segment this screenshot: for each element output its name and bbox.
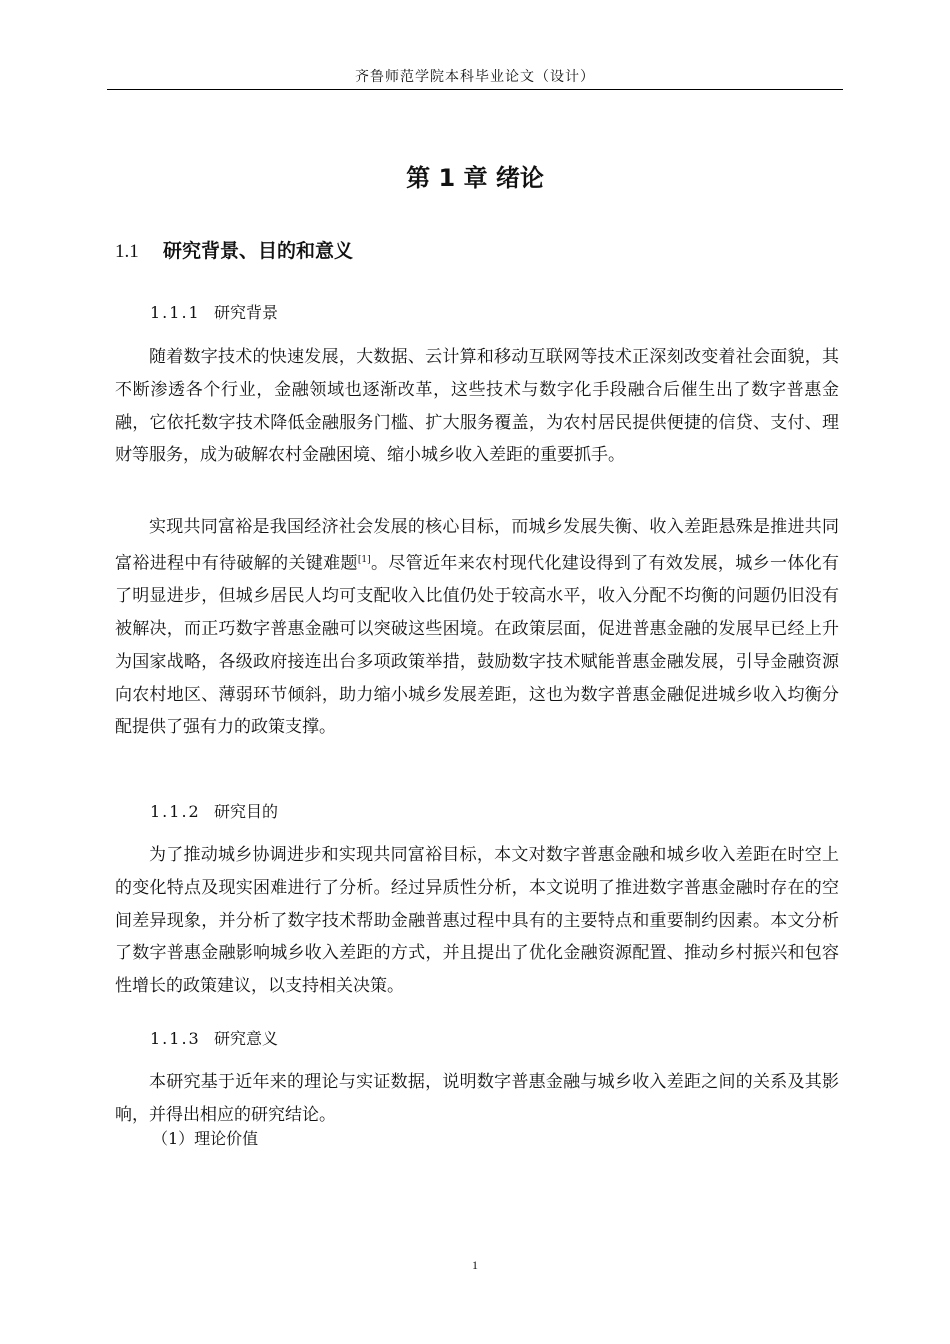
subsection-title: 研究背景 xyxy=(214,303,279,322)
subsection-heading-purpose xyxy=(150,799,278,822)
page-number: 1 xyxy=(472,1258,478,1272)
list-item-theoretical-value: （1）理论价值 xyxy=(152,1129,259,1148)
paragraph-significance: 本研究基于近年来的理论与实证数据，说明数字普惠金融与城乡收入差距之间的关系及其影响，并得出相应的研究结论。 xyxy=(115,1072,839,1125)
subsection-number: 1.1.2 xyxy=(150,802,201,821)
subsection-number: 1.1.3 xyxy=(150,1029,201,1048)
chapter-title: 第 1 章 绪论 xyxy=(406,164,544,192)
section-heading xyxy=(115,236,353,263)
section-title: 研究背景、目的和意义 xyxy=(163,240,354,262)
section-number: 1.1 xyxy=(115,241,139,262)
citation-marker: [1] xyxy=(357,554,371,565)
paragraph-text: 实现共同富裕是我国经济社会发展的核心目标，而城乡发展失衡、收入差距悬殊是推进共同富裕进程中有待破解的关键难题 xyxy=(115,517,839,574)
subsection-title: 研究意义 xyxy=(214,1029,279,1048)
subsection-heading-significance xyxy=(150,1026,278,1049)
subsection-heading-background xyxy=(150,300,278,323)
paragraph-text: 。尽管近年来农村现代化建设得到了有效发展，城乡一体化有了明显进步，但城乡居民人均可支配收入比值仍处于较高水平，收入分配不均衡的问题仍旧没有被解决，而正巧数字普惠金融可以突破这些困境。在政策层面，促进普惠金融的发展早已经上升为国家战略，各级政府接连出台多项政策举措，鼓励数字技术赋能普惠金融发展，引导金融资源向农村地区、薄弱环节倾斜，助力缩小城乡发展差距，这也为数字普惠金融促进城乡收入均衡分配提供了强有力的政策支撑。 xyxy=(115,553,840,738)
subsection-number: 1.1.1 xyxy=(150,303,201,322)
header-rule xyxy=(107,89,843,90)
paragraph-purpose: 为了推动城乡协调进步和实现共同富裕目标，本文对数字普惠金融和城乡收入差距在时空上的变化特点及现实困难进行了分析。经过异质性分析，本文说明了推进数字普惠金融时存在的空间差异现象，并分析了数字技术帮助金融普惠过程中具有的主要特点和重要制约因素。本文分析了数字普惠金融影响城乡收入差距的方式，并且提出了优化金融资源配置、推动乡村振兴和包容性增长的政策建议，以支持相关决策。 xyxy=(115,845,839,997)
paragraph-background: 随着数字技术的快速发展，大数据、云计算和移动互联网等技术正深刻改变着社会面貌，其不断渗透各个行业，金融领域也逐渐改革，这些技术与数字化手段融合后催生出了数字普惠金融，它依托数字技术降低金融服务门槛、扩大服务覆盖，为农村居民提供便捷的信贷、支付、理财等服务，成为破解农村金融困境、缩小城乡收入差距的重要抓手。 xyxy=(115,347,839,466)
paragraph-common-prosperity xyxy=(115,511,839,744)
subsection-title: 研究目的 xyxy=(214,802,279,821)
running-header: 齐鲁师范学院本科毕业论文（设计） xyxy=(355,69,595,85)
